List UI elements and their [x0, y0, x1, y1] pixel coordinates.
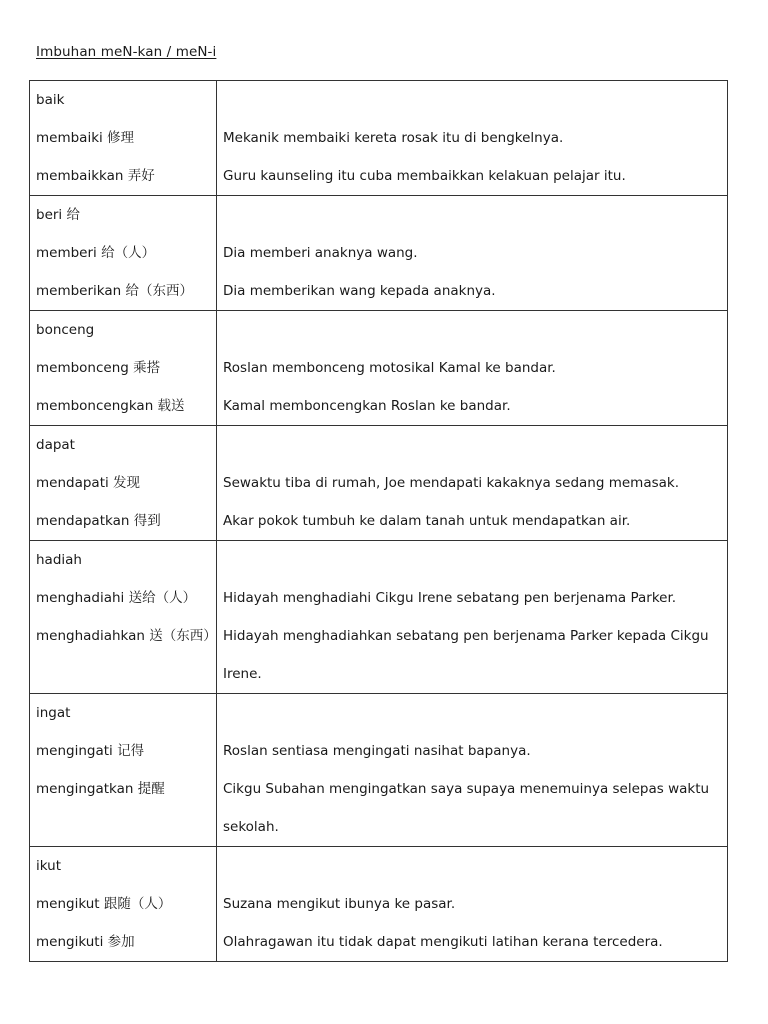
- derived-word: memboncengkan 载送: [36, 398, 185, 414]
- root-word: bonceng: [36, 322, 95, 338]
- derived-word: membonceng 乘搭: [36, 360, 161, 376]
- table-row: [30, 426, 728, 541]
- word-cell: [30, 81, 217, 196]
- root-word: baik: [36, 92, 65, 108]
- example-sentence: Guru kaunseling itu cuba membaikkan kelakuan pelajar itu.: [223, 168, 626, 184]
- example-sentence: Dia memberikan wang kepada anaknya.: [223, 283, 496, 299]
- table-row: [30, 541, 728, 694]
- root-word: ingat: [36, 705, 71, 721]
- root-word: dapat: [36, 437, 75, 453]
- example-sentence: Sewaktu tiba di rumah, Joe mendapati kakaknya sedang memasak.: [223, 475, 680, 491]
- word-table: [29, 80, 728, 962]
- derived-word: memberikan 给（东西）: [36, 283, 193, 299]
- derived-word: mengikut 跟随（人）: [36, 896, 172, 912]
- derived-word: memberi 给（人）: [36, 245, 156, 261]
- derived-word: membaiki 修理: [36, 130, 135, 146]
- example-cell: [217, 196, 728, 311]
- example-cell: [217, 426, 728, 541]
- table-row: [30, 81, 728, 196]
- example-sentence: Roslan sentiasa mengingati nasihat bapanya.: [223, 743, 531, 759]
- table-row: [30, 311, 728, 426]
- derived-word: menghadiahkan 送（东西）: [36, 628, 217, 644]
- example-sentence: Roslan membonceng motosikal Kamal ke bandar.: [223, 360, 556, 376]
- word-cell: [30, 196, 217, 311]
- table-row: [30, 196, 728, 311]
- derived-word: mengikuti 参加: [36, 934, 135, 950]
- root-word: hadiah: [36, 552, 82, 568]
- example-sentence: Hidayah menghadiahkan sebatang pen berjenama Parker kepada Cikgu Irene.: [223, 628, 709, 682]
- derived-word: mendapatkan 得到: [36, 513, 161, 529]
- example-sentence: Cikgu Subahan mengingatkan saya supaya menemuinya selepas waktu sekolah.: [223, 781, 710, 835]
- example-cell: [217, 311, 728, 426]
- word-cell: [30, 426, 217, 541]
- example-cell: [217, 694, 728, 847]
- example-sentence: Akar pokok tumbuh ke dalam tanah untuk mendapatkan air.: [223, 513, 631, 529]
- derived-word: mengingati 记得: [36, 743, 145, 759]
- word-cell: [30, 311, 217, 426]
- example-sentence: Hidayah menghadiahi Cikgu Irene sebatang pen berjenama Parker.: [223, 590, 677, 606]
- word-cell: [30, 541, 217, 694]
- example-sentence: Kamal memboncengkan Roslan ke bandar.: [223, 398, 511, 414]
- example-cell: [217, 847, 728, 962]
- table-row: [30, 694, 728, 847]
- root-word: ikut: [36, 858, 62, 874]
- example-sentence: Olahragawan itu tidak dapat mengikuti latihan kerana tercedera.: [223, 934, 663, 950]
- example-sentence: Suzana mengikut ibunya ke pasar.: [223, 896, 456, 912]
- document-title: Imbuhan meN-kan / meN-i: [36, 44, 217, 60]
- derived-word: menghadiahi 送给（人）: [36, 590, 197, 606]
- root-word: beri 给: [36, 207, 80, 223]
- word-cell: [30, 847, 217, 962]
- derived-word: membaikkan 弄好: [36, 168, 155, 184]
- derived-word: mendapati 发现: [36, 475, 141, 491]
- example-cell: [217, 81, 728, 196]
- derived-word: mengingatkan 提醒: [36, 781, 165, 797]
- table-row: [30, 847, 728, 962]
- example-cell: [217, 541, 728, 694]
- word-cell: [30, 694, 217, 847]
- example-sentence: Dia memberi anaknya wang.: [223, 245, 418, 261]
- example-sentence: Mekanik membaiki kereta rosak itu di bengkelnya.: [223, 130, 564, 146]
